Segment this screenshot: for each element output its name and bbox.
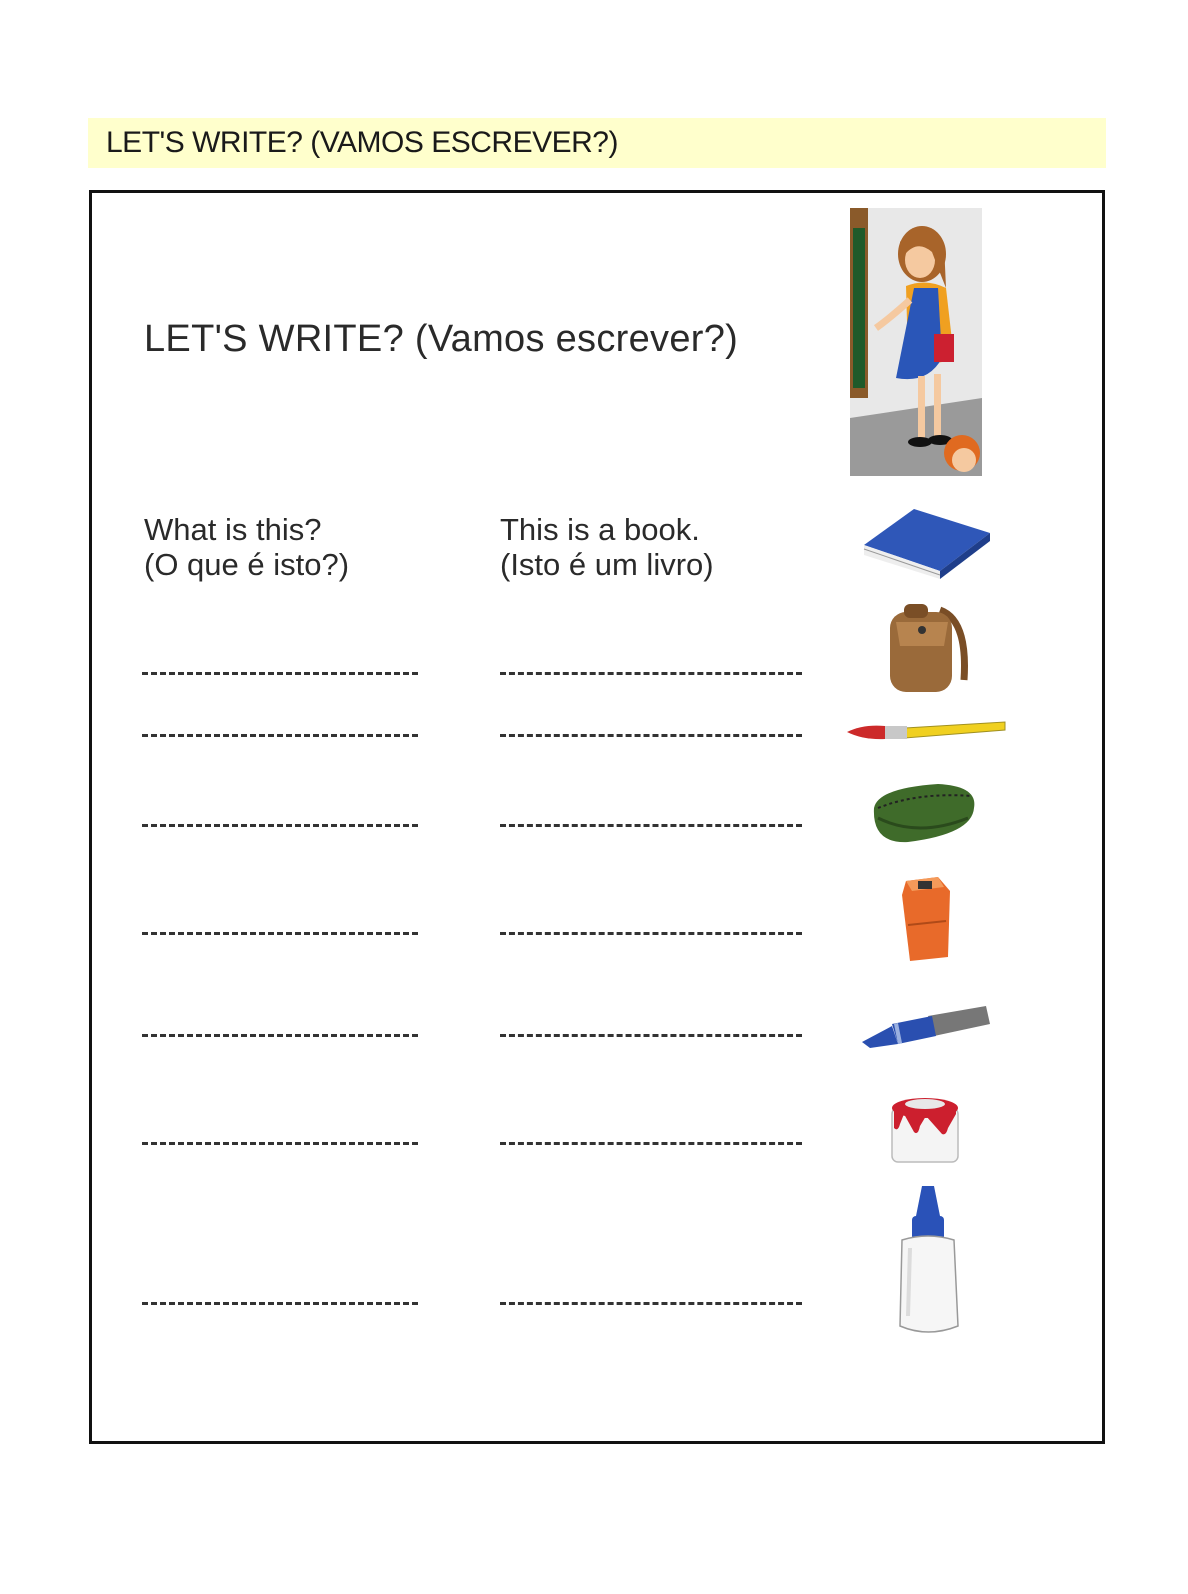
sharpener-icon: [898, 875, 954, 963]
question-text: [144, 512, 349, 582]
answer-blank-response-7[interactable]: [500, 1302, 802, 1305]
answer-blank-response-5[interactable]: [500, 1034, 802, 1037]
answer-blank-question-2[interactable]: [142, 734, 418, 737]
pencil-case-icon: [868, 778, 980, 848]
answer-text: [500, 512, 714, 582]
banner-title: LET'S WRITE? (VAMOS ESCREVER?): [88, 118, 1106, 168]
answer-blank-response-2[interactable]: [500, 734, 802, 737]
answer-blank-question-1[interactable]: [142, 672, 418, 675]
answer-english: This is a book.: [500, 512, 700, 547]
question-portuguese: (O que é isto?): [144, 547, 350, 582]
paint-pot-icon: [886, 1092, 966, 1166]
worksheet-heading: LET'S WRITE? (Vamos escrever?): [144, 318, 739, 360]
answer-blank-question-4[interactable]: [142, 932, 418, 935]
answer-blank-response-4[interactable]: [500, 932, 802, 935]
answer-blank-response-1[interactable]: [500, 672, 802, 675]
answer-blank-question-5[interactable]: [142, 1034, 418, 1037]
answer-portuguese: (Isto é um livro): [500, 547, 714, 582]
backpack-icon: [880, 600, 970, 696]
answer-blank-response-3[interactable]: [500, 824, 802, 827]
answer-blank-question-6[interactable]: [142, 1142, 418, 1145]
book-icon: [858, 505, 994, 585]
marker-icon: [858, 1000, 994, 1052]
answer-blank-question-3[interactable]: [142, 824, 418, 827]
answer-blank-response-6[interactable]: [500, 1142, 802, 1145]
teacher-at-door-icon: [850, 208, 982, 476]
glue-bottle-icon: [892, 1186, 964, 1338]
paintbrush-icon: [845, 718, 1007, 746]
answer-blank-question-7[interactable]: [142, 1302, 418, 1305]
question-english: What is this?: [144, 512, 322, 547]
